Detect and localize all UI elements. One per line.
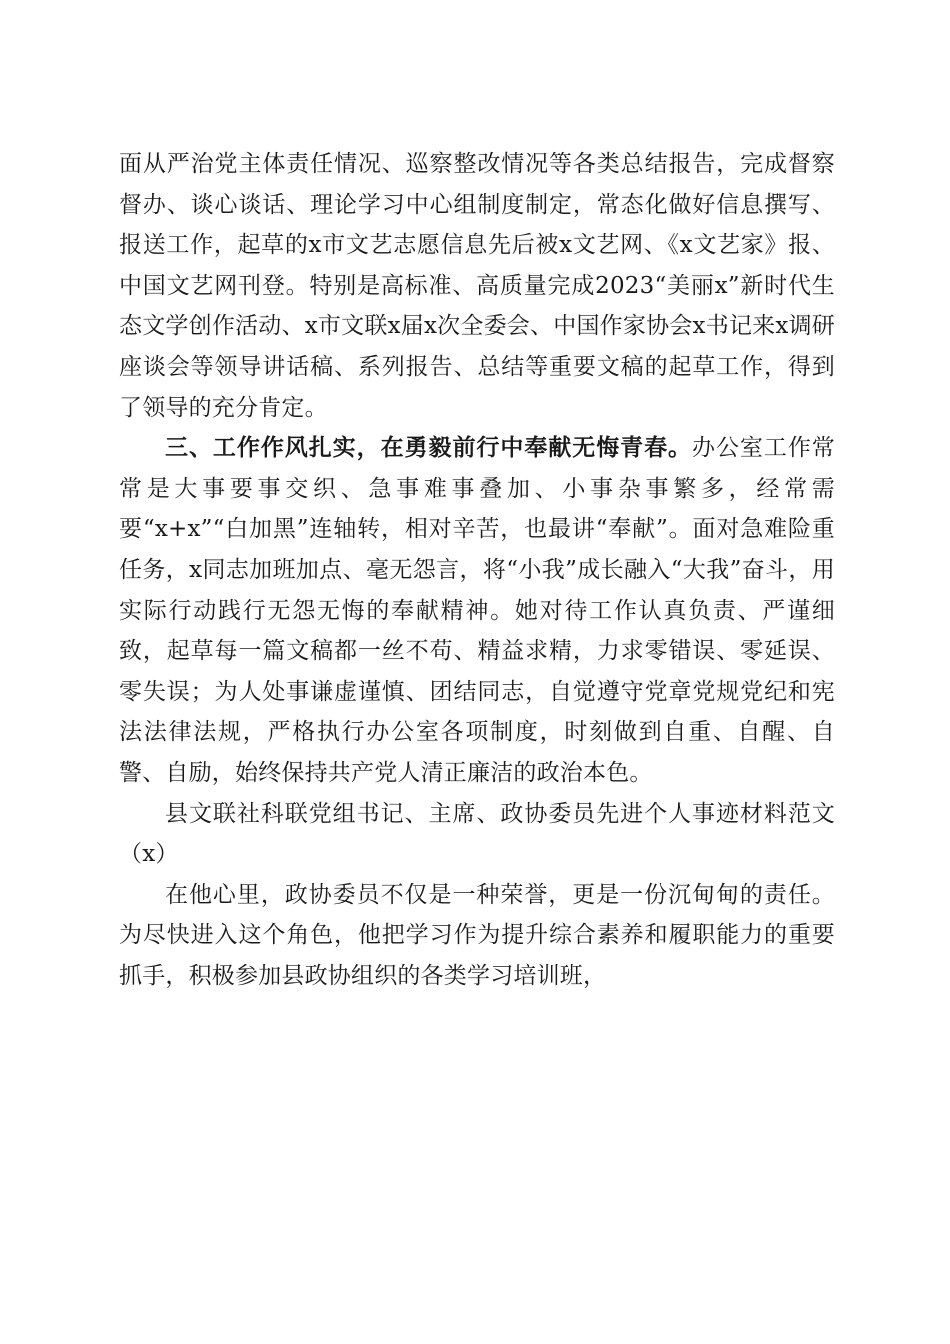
- paragraph-1-text: 面从严治党主体责任情况、巡察整改情况等各类总结报告，完成督察督办、谈心谈话、理论学习中心组制度制定，常态化做好信息撰写、报送工作，起草的x市文艺志愿信息先后被x文艺网、《x文艺家》报、中国文艺网刊登。特别是高标准、高质量完成2023“美丽x”新时代生态文学创作活动、x市文联x届x次全委会、中国作家协会x书记来x调研座谈会等领导讲话稿、系列报告、总结等重要文稿的起草工作，得到了领导的充分肯定。: [119, 151, 835, 421]
- paragraph-2: [119, 428, 835, 793]
- paragraph-3: [119, 794, 835, 875]
- document-body: [119, 144, 835, 996]
- section-heading-3: 三、工作作风扎实，在勇毅前行中奉献无悔青春。: [165, 435, 693, 462]
- paragraph-1: [119, 144, 835, 428]
- paragraph-4-text: 在他心里，政协委员不仅是一种荣誉，更是一份沉甸甸的责任。为尽快进入这个角色，他把学习作为提升综合素养和履职能力的重要抓手，积极参加县政协组织的各类学习培训班，: [119, 881, 835, 989]
- article-title-line: 县文联社科联党组书记、主席、政协委员先进个人事迹材料范文（x）: [119, 800, 835, 868]
- paragraph-2-text: 办公室工作常常是大事要事交织、急事难事叠加、小事杂事繁多，经常需要“x+x”“白加黑”连轴转，相对辛苦，也最讲“奉献”。面对急难险重任务，x同志加班加点、毫无怨言，将“小我”成长融入“大我”奋斗，用实际行动践行无怨无悔的奉献精神。她对待工作认真负责、严谨细致，起草每一篇文稿都一丝不苟、精益求精，力求零错误、零延误、零失误；为人处事谦虚谨慎、团结同志，自觉遵守党章党规党纪和宪法法律法规，严格执行办公室各项制度，时刻做到自重、自醒、自警、自励，始终保持共产党人清正廉洁的政治本色。: [119, 435, 835, 786]
- paragraph-4: [119, 875, 835, 997]
